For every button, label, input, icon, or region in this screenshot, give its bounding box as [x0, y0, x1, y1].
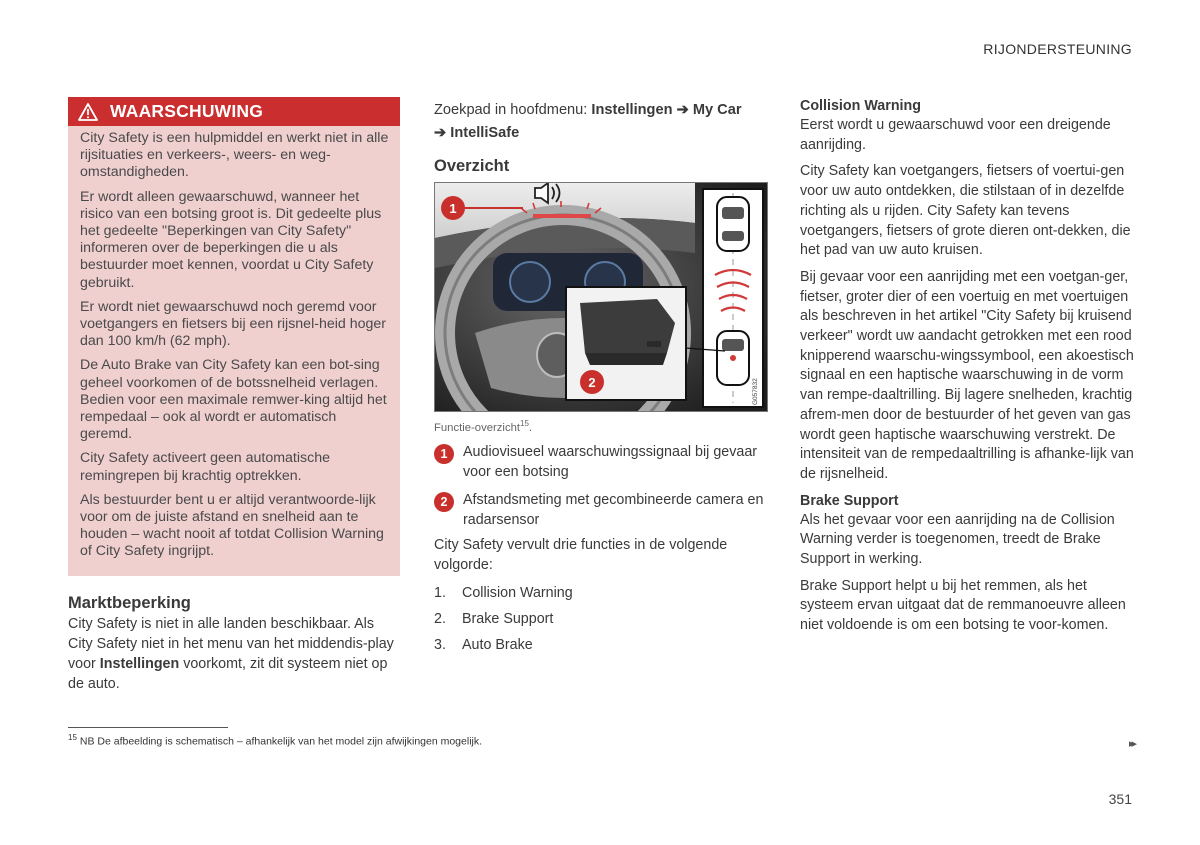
- market-title: Marktbeperking: [68, 594, 191, 612]
- menu-path-item: Instellingen: [591, 102, 673, 118]
- brake-support-paragraph: Brake Support helpt u bij het remmen, als het systeem ervan uitgaat dat de remmanoeuvre alleen niet voldoende is om een botsing te voor-komen.: [800, 577, 1126, 634]
- list-number: 2.: [434, 610, 446, 627]
- function-overview-figure: [434, 182, 768, 412]
- left-column: [68, 97, 400, 694]
- figure-caption: Functie-overzicht$^{15}$.: [434, 419, 533, 434]
- warning-paragraph: De Auto Brake van City Safety kan een bot-sing geheel voorkomen of de botssnelheid verlagen. Bedien voor een maximale remwer-king altijd het rempedaal – ook al wordt er automatisch geremd.: [80, 357, 387, 443]
- figure-caption-text: Functie-overzicht: [434, 421, 521, 434]
- warning-body: [68, 126, 400, 561]
- warning-paragraph: City Safety is een hulpmiddel en werkt niet in alle rijsituaties en verkeers-, weers- en weg-omstandigheden.: [80, 130, 389, 181]
- footnote-number: 15: [68, 733, 77, 742]
- collision-warning-title: Collision Warning: [800, 98, 921, 114]
- middle-column: [434, 99, 768, 661]
- warning-box: [68, 97, 400, 576]
- warning-triangle-icon: [78, 103, 98, 121]
- warning-header: [68, 97, 400, 126]
- market-text-part: voorkomt, zit dit systeem niet op de auto.: [68, 656, 388, 692]
- warning-paragraph: Er wordt alleen gewaarschuwd, wanneer het risico van een botsing groot is. Dit gedeelte plus het gedeelte "Beperkingen van City Safety" informeren over de beperkingen die u als bestuurder moet kennen, voordat u City Safety gebruikt.: [80, 188, 382, 291]
- arrow-right-icon: ➔: [434, 125, 447, 141]
- menu-path-prefix: Zoekpad in hoofdmenu:: [434, 102, 592, 118]
- collision-paragraph: Bij gevaar voor een aanrijding met een voetgan-ger, fietser, groter dier of een voertuig en met voertuigen als beschreven in het artikel "City Safety bij kruisend verkeer" wordt uw aandacht getrokken met een rood knipperend waarschu-wingssymbool, een akoestisch signaal en een haptische waarschuwing in de vorm van rempe-daaltrilling. Bij lagere snelheden, krachtig afrem-men door de bestuurder of het geven van gas wordt geen haptische waarschuwing verstrekt. De intensiteit van de rempedaaltrilling is afhanke-lijk van de rijsnelheid.: [800, 268, 1134, 482]
- footnote-text: NB De afbeelding is schematisch – afhankelijk van het model zijn afwijkingen mogelijk.: [79, 735, 483, 748]
- warning-paragraph: Er wordt niet gewaarschuwd noch geremd voor voetgangers en fietsers bij een rijsnel-heid hoger dan 100 km/h (62 mph).: [80, 298, 387, 350]
- page-number: 351: [1108, 791, 1132, 807]
- legend-item: [434, 442, 768, 482]
- overview-title: Overzicht: [434, 157, 510, 175]
- footnote-divider: [68, 727, 228, 728]
- arrow-right-icon: ➔: [676, 102, 689, 118]
- warning-paragraph: City Safety activeert geen automatische remingrepen bij krachtig optrekken.: [80, 450, 330, 484]
- functions-list: [434, 583, 768, 655]
- brake-support-paragraph: Als het gevaar voor een aanrijding na de Collision Warning verder is toegenomen, treedt de Brake Support in werking.: [800, 511, 1115, 568]
- collision-paragraph: City Safety kan voetgangers, fietsers of voertui-gen voor uw auto ontdekken, die stilstaan of in dezelfde richting als u rijden. City Safety kan tevens voetgangers, fietsers of grote dieren ont-dekken, die het pad van uw auto kruisen.: [800, 163, 1131, 259]
- legend-text: Audiovisueel waarschuwingssignaal bij gevaar voor een botsing: [463, 443, 758, 480]
- list-item: [434, 635, 768, 655]
- settings-term: Instellingen: [99, 656, 180, 672]
- brake-support-title: Brake Support: [800, 492, 899, 509]
- legend-number-badge: 2: [434, 492, 454, 512]
- functions-intro: City Safety vervult drie functies in de volgende volgorde:: [434, 536, 728, 573]
- figure-callout-2: 2: [588, 375, 596, 390]
- list-item: [434, 583, 768, 603]
- list-label: Collision Warning: [462, 584, 573, 601]
- menu-path-item: My Car: [692, 102, 742, 118]
- list-label: Brake Support: [462, 610, 554, 627]
- list-item: [434, 609, 768, 629]
- legend-text: Afstandsmeting met gecombineerde camera en radarsensor: [463, 491, 764, 528]
- footnote-ref: 15: [520, 419, 529, 428]
- right-column: [800, 97, 1135, 643]
- dashboard-illustration: [435, 183, 768, 412]
- footnote: [68, 733, 482, 748]
- list-number: 3.: [434, 636, 446, 653]
- section-title: RIJONDERSTEUNING: [983, 41, 1132, 57]
- figure-callout-1: 1: [449, 201, 457, 216]
- warning-title: WAARSCHUWING: [110, 101, 264, 121]
- collision-paragraph: Eerst wordt u gewaarschuwd voor een dreigende aanrijding.: [800, 117, 1111, 153]
- market-text: [68, 614, 400, 694]
- list-number: 1.: [434, 584, 446, 601]
- next-page-icon: ▸▸: [1128, 738, 1134, 750]
- menu-path-item: IntelliSafe: [450, 125, 520, 141]
- menu-path: [434, 99, 768, 145]
- market-text-part: City Safety is niet in alle landen beschikbaar. Als City Safety niet in het menu van het middendis-play voor: [68, 616, 394, 672]
- figure-code: G057832: [752, 378, 759, 405]
- list-label: Auto Brake: [462, 636, 533, 653]
- legend-number-badge: 1: [434, 444, 454, 464]
- warning-paragraph: Als bestuurder bent u er altijd verantwoorde-lijk voor om de juiste afstand en snelheid aan te houden – wacht nooit af totdat Collision Warning of City Safety ingrijpt.: [80, 491, 384, 560]
- legend-item: [434, 490, 768, 530]
